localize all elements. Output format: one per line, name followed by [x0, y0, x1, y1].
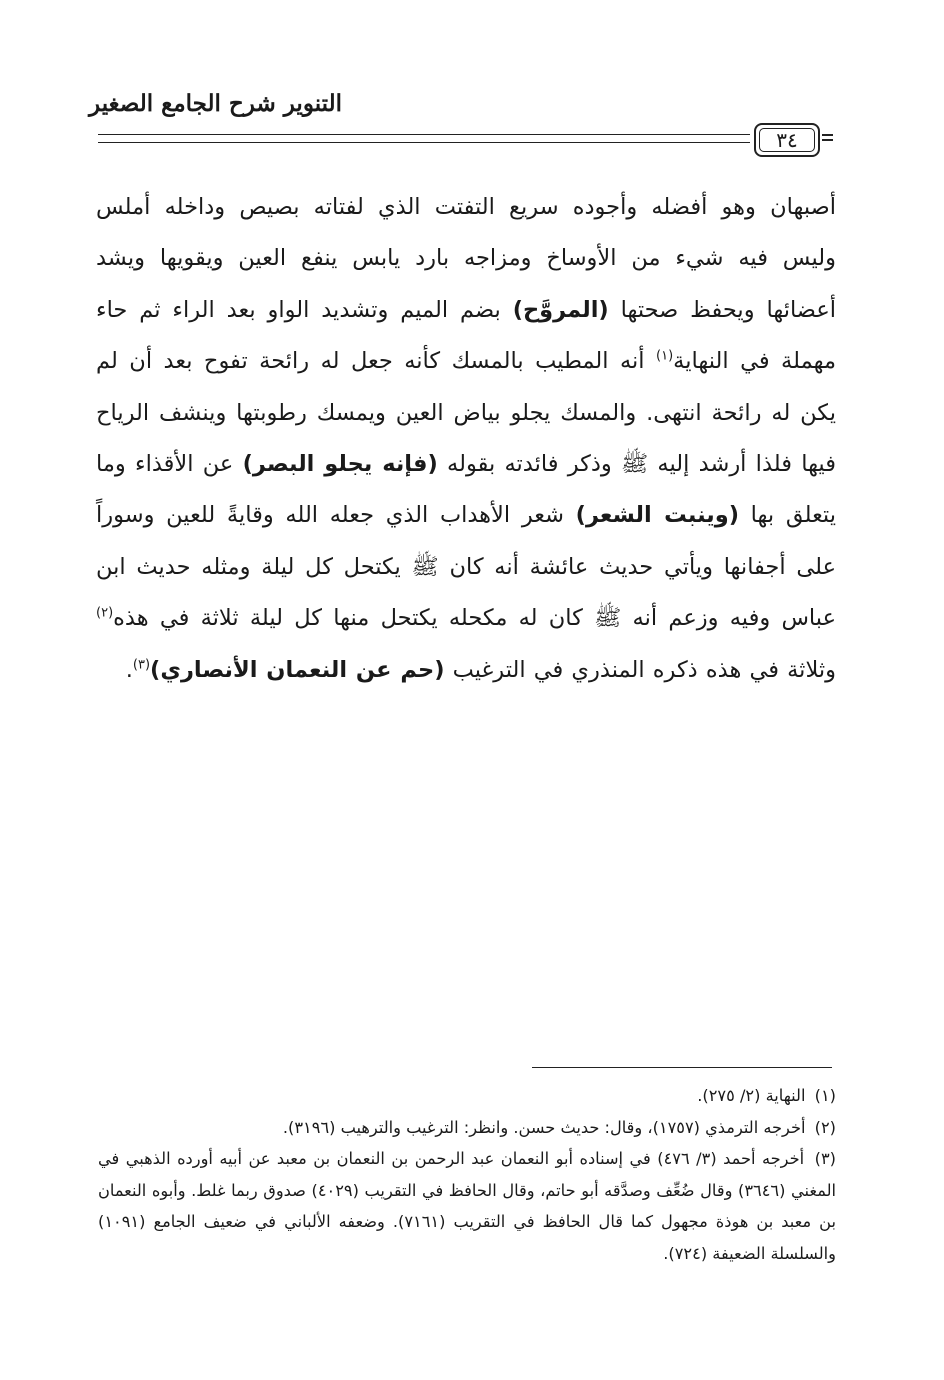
footnote-ref-1: (١) — [656, 348, 674, 364]
footnotes-block — [98, 1080, 836, 1269]
page-number: ٣٤ — [776, 128, 798, 152]
bold-term-yajlu-albasar: (فإنه يجلو البصر) — [242, 451, 438, 478]
footnote-number: (١) — [814, 1086, 836, 1105]
footnote-1 — [98, 1080, 836, 1112]
footnote-text: أخرجه أحمد (٣/ ٤٧٦) في إسناده أبو النعمان عبد الرحمن بن النعمان بن معبد عن أبيه أورده الذهبي في المغني (٣٦٤٦) وقال ضُعِّف وصدَّقه أبو حاتم، وقال الحافظ في التقريب (٤٠٢٩) صدوق ربما غلط. وأبوه النعمان بن معبد بن هوذة مجهول كما قال الحافظ في التقريب (٧١٦١). وضعفه الألباني في ضعيف الجامع (١٠٩١) والسلسلة الضعيفة (٧٢٤). — [98, 1149, 837, 1263]
equals-ornament-icon — [820, 131, 834, 145]
bold-citation: (حم عن النعمان الأنصاري) — [150, 656, 445, 683]
running-title: التنوير شرح الجامع الصغير — [89, 90, 342, 117]
footnote-ref-2: (٢) — [96, 605, 114, 621]
page-number-box — [754, 123, 820, 157]
bold-term-yunbit-alshaar: (وينبت الشعر) — [575, 502, 739, 529]
body-text-6: وثلاثة في هذه ذكره المنذري في الترغيب — [444, 656, 836, 683]
footnote-3 — [98, 1143, 836, 1269]
body-text-3: أنه المطيب بالمسك كأنه جعل له رائحة تفوح بعد أن لم يكن له رائحة انتهى. والمسك يجلو بياض العين ويمسك رطوبتها وينشف الرياح فيها فلذا أرشد إليه ﷺ وذكر فائدته بقوله — [96, 348, 836, 478]
footnote-separator — [532, 1067, 832, 1068]
footnote-text: النهاية (٢/ ٢٧٥). — [697, 1086, 806, 1105]
main-text-block — [96, 182, 836, 696]
footnote-ref-3: (٣) — [132, 657, 151, 673]
body-text-1: أصبهان وهو أفضله وأجوده سريع التفتت الذي لفتاته بصيص وداخله أملس وليس فيه شيء من الأوساخ ومزاجه بارد يابس ينفع العين ويقويها ويشد أعضائها ويحفظ صحتها — [96, 194, 836, 323]
footnote-number: (٢) — [814, 1117, 836, 1137]
body-text-7: . — [125, 656, 133, 683]
footnote-number: (٣) — [814, 1149, 836, 1168]
bold-term-murawwah: (المروَّح) — [512, 296, 609, 323]
footnote-2 — [98, 1112, 836, 1144]
body-text-5: شعر الأهداب الذي جعله الله وقايةً للعين وسوراً على أجفانها ويأتي حديث عائشة أنه كان ﷺ يكتحل كل ليلة ومثله حديث ابن عباس وفيه وزعم أنه ﷺ كان له مكحله يكتحل منها كل ليلة ثلاثة في هذه — [96, 502, 836, 632]
footnote-text: أخرجه الترمذي (١٧٥٧)، وقال: حديث حسن. وانظر: الترغيب والترهيب (٣١٩٦). — [282, 1117, 806, 1137]
body-text-2: بضم الميم وتشديد الواو بعد الراء ثم حاء مهملة في النهاية — [96, 296, 836, 375]
body-text-4: عن الأقذاء وما يتعلق بها — [96, 451, 836, 529]
header-double-rule — [98, 134, 750, 143]
